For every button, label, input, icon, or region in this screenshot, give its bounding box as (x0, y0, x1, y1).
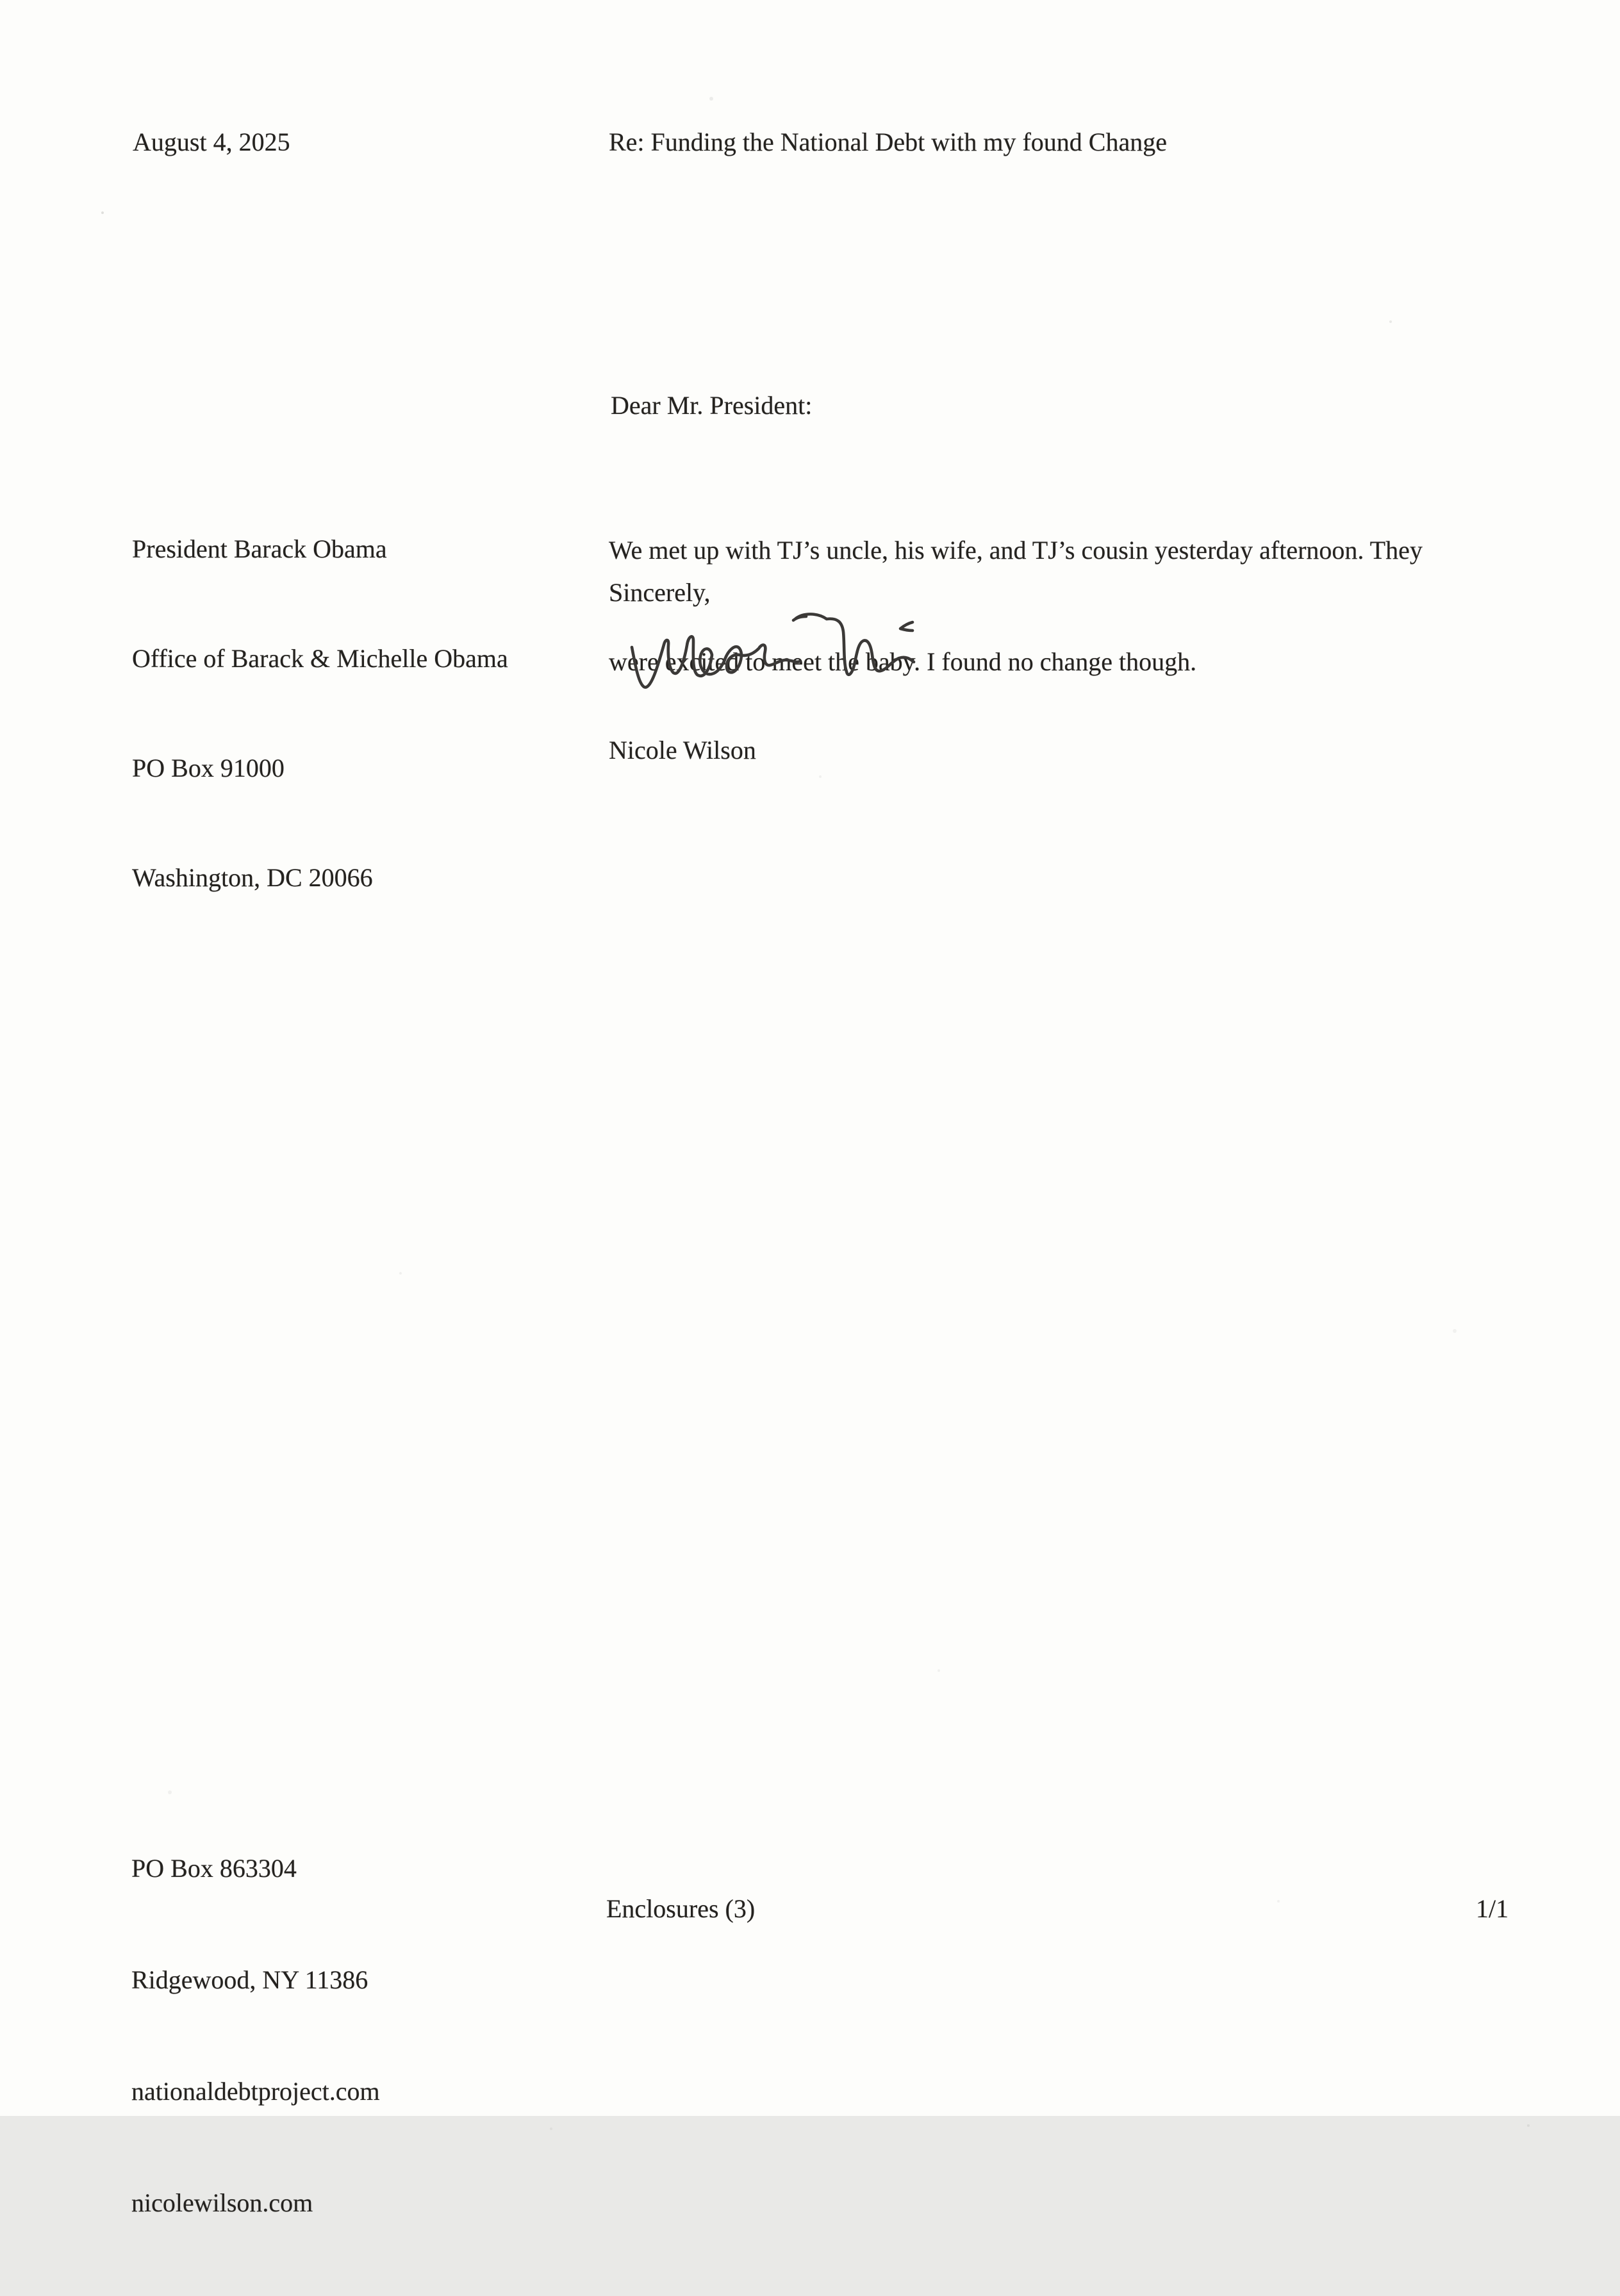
recipient-address (132, 458, 508, 969)
body-line: were excited to meet the baby. I found no change though. (609, 647, 1197, 676)
letter-date: August 4, 2025 (133, 128, 290, 156)
recipient-line: President Barack Obama (132, 534, 387, 563)
sender-contact-info (131, 1776, 380, 2296)
body-line: We met up with TJ’s uncle, his wife, and TJ’s cousin yesterday afternoon. They (609, 536, 1423, 565)
sender-line: Ridgewood, NY 11386 (131, 1965, 368, 1994)
subject-line: Re: Funding the National Debt with my found Change (609, 128, 1167, 156)
scan-specks (101, 211, 104, 214)
salutation: Dear Mr. President: (611, 391, 813, 420)
handwritten-signature-scribble (614, 602, 934, 724)
recipient-line: Office of Barack & Michelle Obama (132, 644, 508, 673)
signature-name: Nicole Wilson (609, 736, 756, 764)
recipient-line: PO Box 91000 (132, 754, 285, 782)
sender-line: PO Box 863304 (131, 1854, 297, 1883)
closing: Sincerely, (609, 578, 711, 607)
enclosures-note: Enclosures (3) (606, 1894, 756, 1923)
sender-line: nicolewilson.com (131, 2188, 313, 2217)
page-number: 1/1 (1476, 1894, 1509, 1923)
recipient-line: Washington, DC 20066 (132, 863, 373, 892)
sender-line: nationaldebtproject.com (131, 2077, 380, 2106)
